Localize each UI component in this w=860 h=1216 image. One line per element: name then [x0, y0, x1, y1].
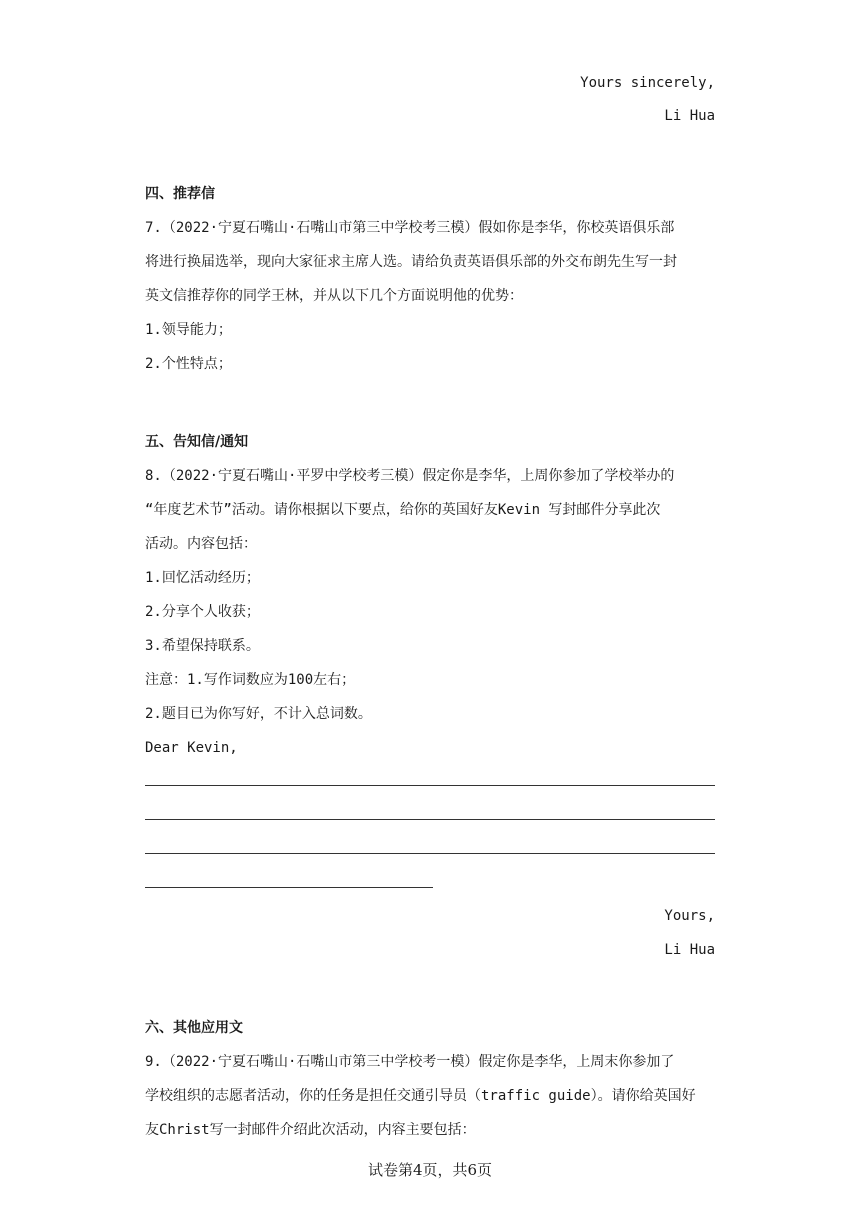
question-9-line-2: 学校组织的志愿者活动，你的任务是担任交通引导员（traffic guide）。请你给英国好 [145, 1088, 696, 1104]
answer-line[interactable] [145, 785, 715, 786]
question-9-line-3: 友Christ写一封邮件介绍此次活动，内容主要包括： [145, 1122, 476, 1138]
question-8-point-3: 3.希望保持联系。 [145, 638, 260, 654]
question-7-line-3: 英文信推荐你的同学王林，并从以下几个方面说明他的优势： [145, 288, 523, 304]
question-8-note-1: 注意：1.写作词数应为100左右； [145, 672, 356, 688]
section-heading-other-practical-writing: 六、其他应用文 [145, 1020, 243, 1036]
closing-sign-off: Yours sincerely, [580, 75, 715, 91]
question-7-line-1: 7.（2022·宁夏石嘴山·石嘴山市第三中学校考三模）假如你是李华，你校英语俱乐部 [145, 220, 675, 236]
answer-line[interactable] [145, 853, 715, 854]
closing-name: Li Hua [664, 108, 715, 124]
question-8-line-1: 8.（2022·宁夏石嘴山·平罗中学校考三模）假定你是李华，上周你参加了学校举办的 [145, 468, 675, 484]
question-8-point-2: 2.分享个人收获； [145, 604, 260, 620]
question-7-point-1: 1.领导能力； [145, 322, 232, 338]
question-8-line-3: 活动。内容包括： [145, 536, 257, 552]
section-heading-recommendation-letter: 四、推荐信 [145, 186, 215, 202]
answer-line[interactable] [145, 819, 715, 820]
letter-name: Li Hua [664, 942, 715, 958]
question-8-note-2: 2.题目已为你写好，不计入总词数。 [145, 706, 372, 722]
question-7-point-2: 2.个性特点； [145, 356, 232, 372]
question-8-line-2: “年度艺术节”活动。请你根据以下要点，给你的英国好友Kevin 写封邮件分享此次 [145, 502, 661, 518]
section-heading-notice-letter: 五、告知信/通知 [145, 434, 249, 450]
page-number: 试卷第4页，共6页 [367, 1161, 493, 1179]
question-8-point-1: 1.回忆活动经历； [145, 570, 260, 586]
question-7-line-2: 将进行换届选举，现向大家征求主席人选。请给负责英语俱乐部的外交布朗先生写一封 [145, 254, 677, 270]
letter-greeting: Dear Kevin, [145, 740, 238, 756]
question-9-line-1: 9.（2022·宁夏石嘴山·石嘴山市第三中学校考一模）假定你是李华，上周末你参加了 [145, 1054, 675, 1070]
answer-line[interactable] [145, 887, 433, 888]
letter-sign-off: Yours, [664, 908, 715, 924]
